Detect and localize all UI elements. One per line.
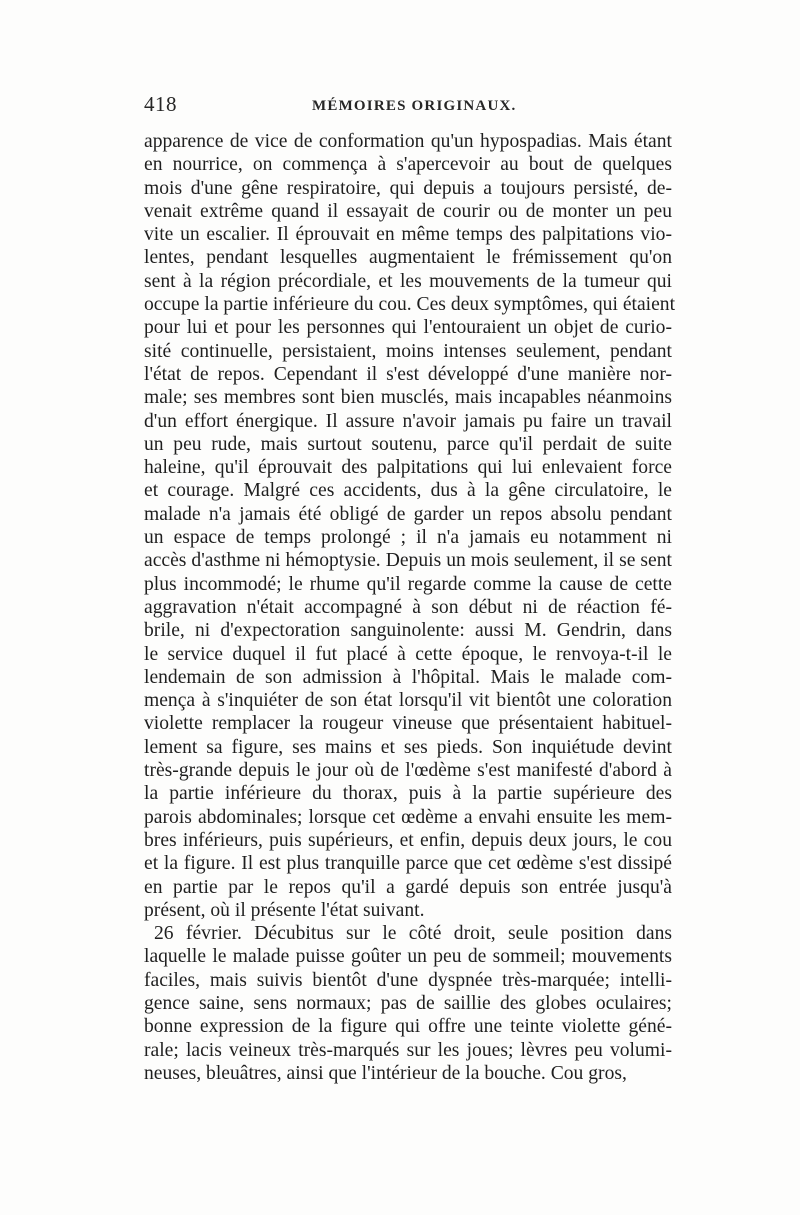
text-line: pour lui et pour les personnes qui l'entouraient un objet de curio- [144, 317, 672, 339]
text-line: occupe la partie inférieure du cou. Ces deux symptômes, qui étaient [144, 294, 676, 316]
text-line: neuses, bleuâtres, ainsi que l'intérieur de la bouche. Cou gros, [144, 1062, 627, 1084]
text-line: male; ses membres sont bien musclés, mais incapables néanmoins [144, 387, 672, 409]
text-line: brile, ni d'expectoration sanguinolente: aussi M. Gendrin, dans [144, 620, 672, 642]
text-line: présent, où il présente l'état suivant. [144, 899, 425, 921]
text-line: aggravation n'était accompagné à son début ni de réaction fé- [144, 596, 672, 618]
text-line: d'un effort énergique. Il assure n'avoir jamais pu faire un travail [144, 410, 672, 432]
page-number: 418 [144, 92, 177, 116]
text-line: lendemain de son admission à l'hôpital. Mais le malade com- [144, 666, 672, 688]
text-line: sité continuelle, persistaient, moins intenses seulement, pendant [144, 340, 672, 362]
text-line: accès d'asthme ni hémoptysie. Depuis un mois seulement, il se sent [144, 550, 672, 572]
running-title: MÉMOIRES ORIGINAUX. [312, 98, 517, 114]
text-line: lement sa figure, ses mains et ses pieds. Son inquiétude devint [144, 736, 672, 758]
text-line: l'état de repos. Cependant il s'est développé d'une manière nor- [144, 363, 672, 385]
text-line: mença à s'inquiéter de son état lorsqu'il vit bientôt une coloration [144, 690, 672, 712]
text-line: plus incommodé; le rhume qu'il regarde comme la cause de cette [144, 573, 672, 595]
text-line: très-grande depuis le jour où de l'œdème s'est manifesté d'abord à [144, 760, 672, 782]
text-line: le service duquel il fut placé à cette époque, le renvoya-t-il le [144, 643, 672, 665]
paragraph-start-line: 26 février. Décubitus sur le côté droit, seule position dans [154, 923, 672, 945]
text-line: venait extrême quand il essayait de courir ou de monter un peu [144, 200, 672, 222]
text-line: violette remplacer la rougeur vineuse que présentaient habituel- [144, 713, 672, 735]
text-line: un peu rude, mais surtout soutenu, parce qu'il perdait de suite [144, 433, 672, 455]
text-line: parois abdominales; lorsque cet œdème a envahi ensuite les mem- [144, 806, 672, 828]
text-line: bonne expression de la figure qui offre une teinte violette géné- [144, 1016, 672, 1038]
text-line: sent à la région précordiale, et les mouvements de la tumeur qui [144, 270, 672, 292]
text-line: bres inférieurs, puis supérieurs, et enfin, depuis deux jours, le cou [144, 829, 672, 851]
text-line: et la figure. Il est plus tranquille parce que cet œdème s'est dissipé [144, 853, 672, 875]
text-line: mois d'une gêne respiratoire, qui depuis a toujours persisté, de- [144, 177, 672, 199]
text-line: apparence de vice de conformation qu'un hypospadias. Mais étant [144, 131, 672, 152]
text-line: haleine, qu'il éprouvait des palpitations qui lui enlevaient force [144, 457, 672, 479]
body-text [144, 130, 676, 1210]
text-line: gence saine, sens normaux; pas de saillie des globes oculaires; [144, 992, 672, 1014]
text-line: lentes, pendant lesquelles augmentaient le frémissement qu'on [144, 247, 672, 269]
text-line: faciles, mais suivis bientôt d'une dyspnée très-marquée; intelli- [144, 969, 672, 991]
page-header [144, 92, 672, 128]
text-line: un espace de temps prolongé ; il n'a jamais eu notamment ni [144, 527, 672, 549]
text-line: en partie par le repos qu'il a gardé depuis son entrée jusqu'à [144, 876, 672, 898]
text-line: laquelle le malade puisse goûter un peu de sommeil; mouvements [144, 946, 672, 968]
text-line: malade n'a jamais été obligé de garder un repos absolu pendant [144, 503, 672, 525]
text-line: vite un escalier. Il éprouvait en même temps des palpitations vio- [144, 224, 672, 246]
text-line: la partie inférieure du thorax, puis à la partie supérieure des [144, 783, 672, 805]
text-line: rale; lacis veineux très-marqués sur les joues; lèvres peu volumi- [144, 1039, 672, 1061]
text-line: en nourrice, on commença à s'apercevoir au bout de quelques [144, 154, 672, 176]
text-line: et courage. Malgré ces accidents, dus à la gêne circulatoire, le [144, 480, 672, 502]
